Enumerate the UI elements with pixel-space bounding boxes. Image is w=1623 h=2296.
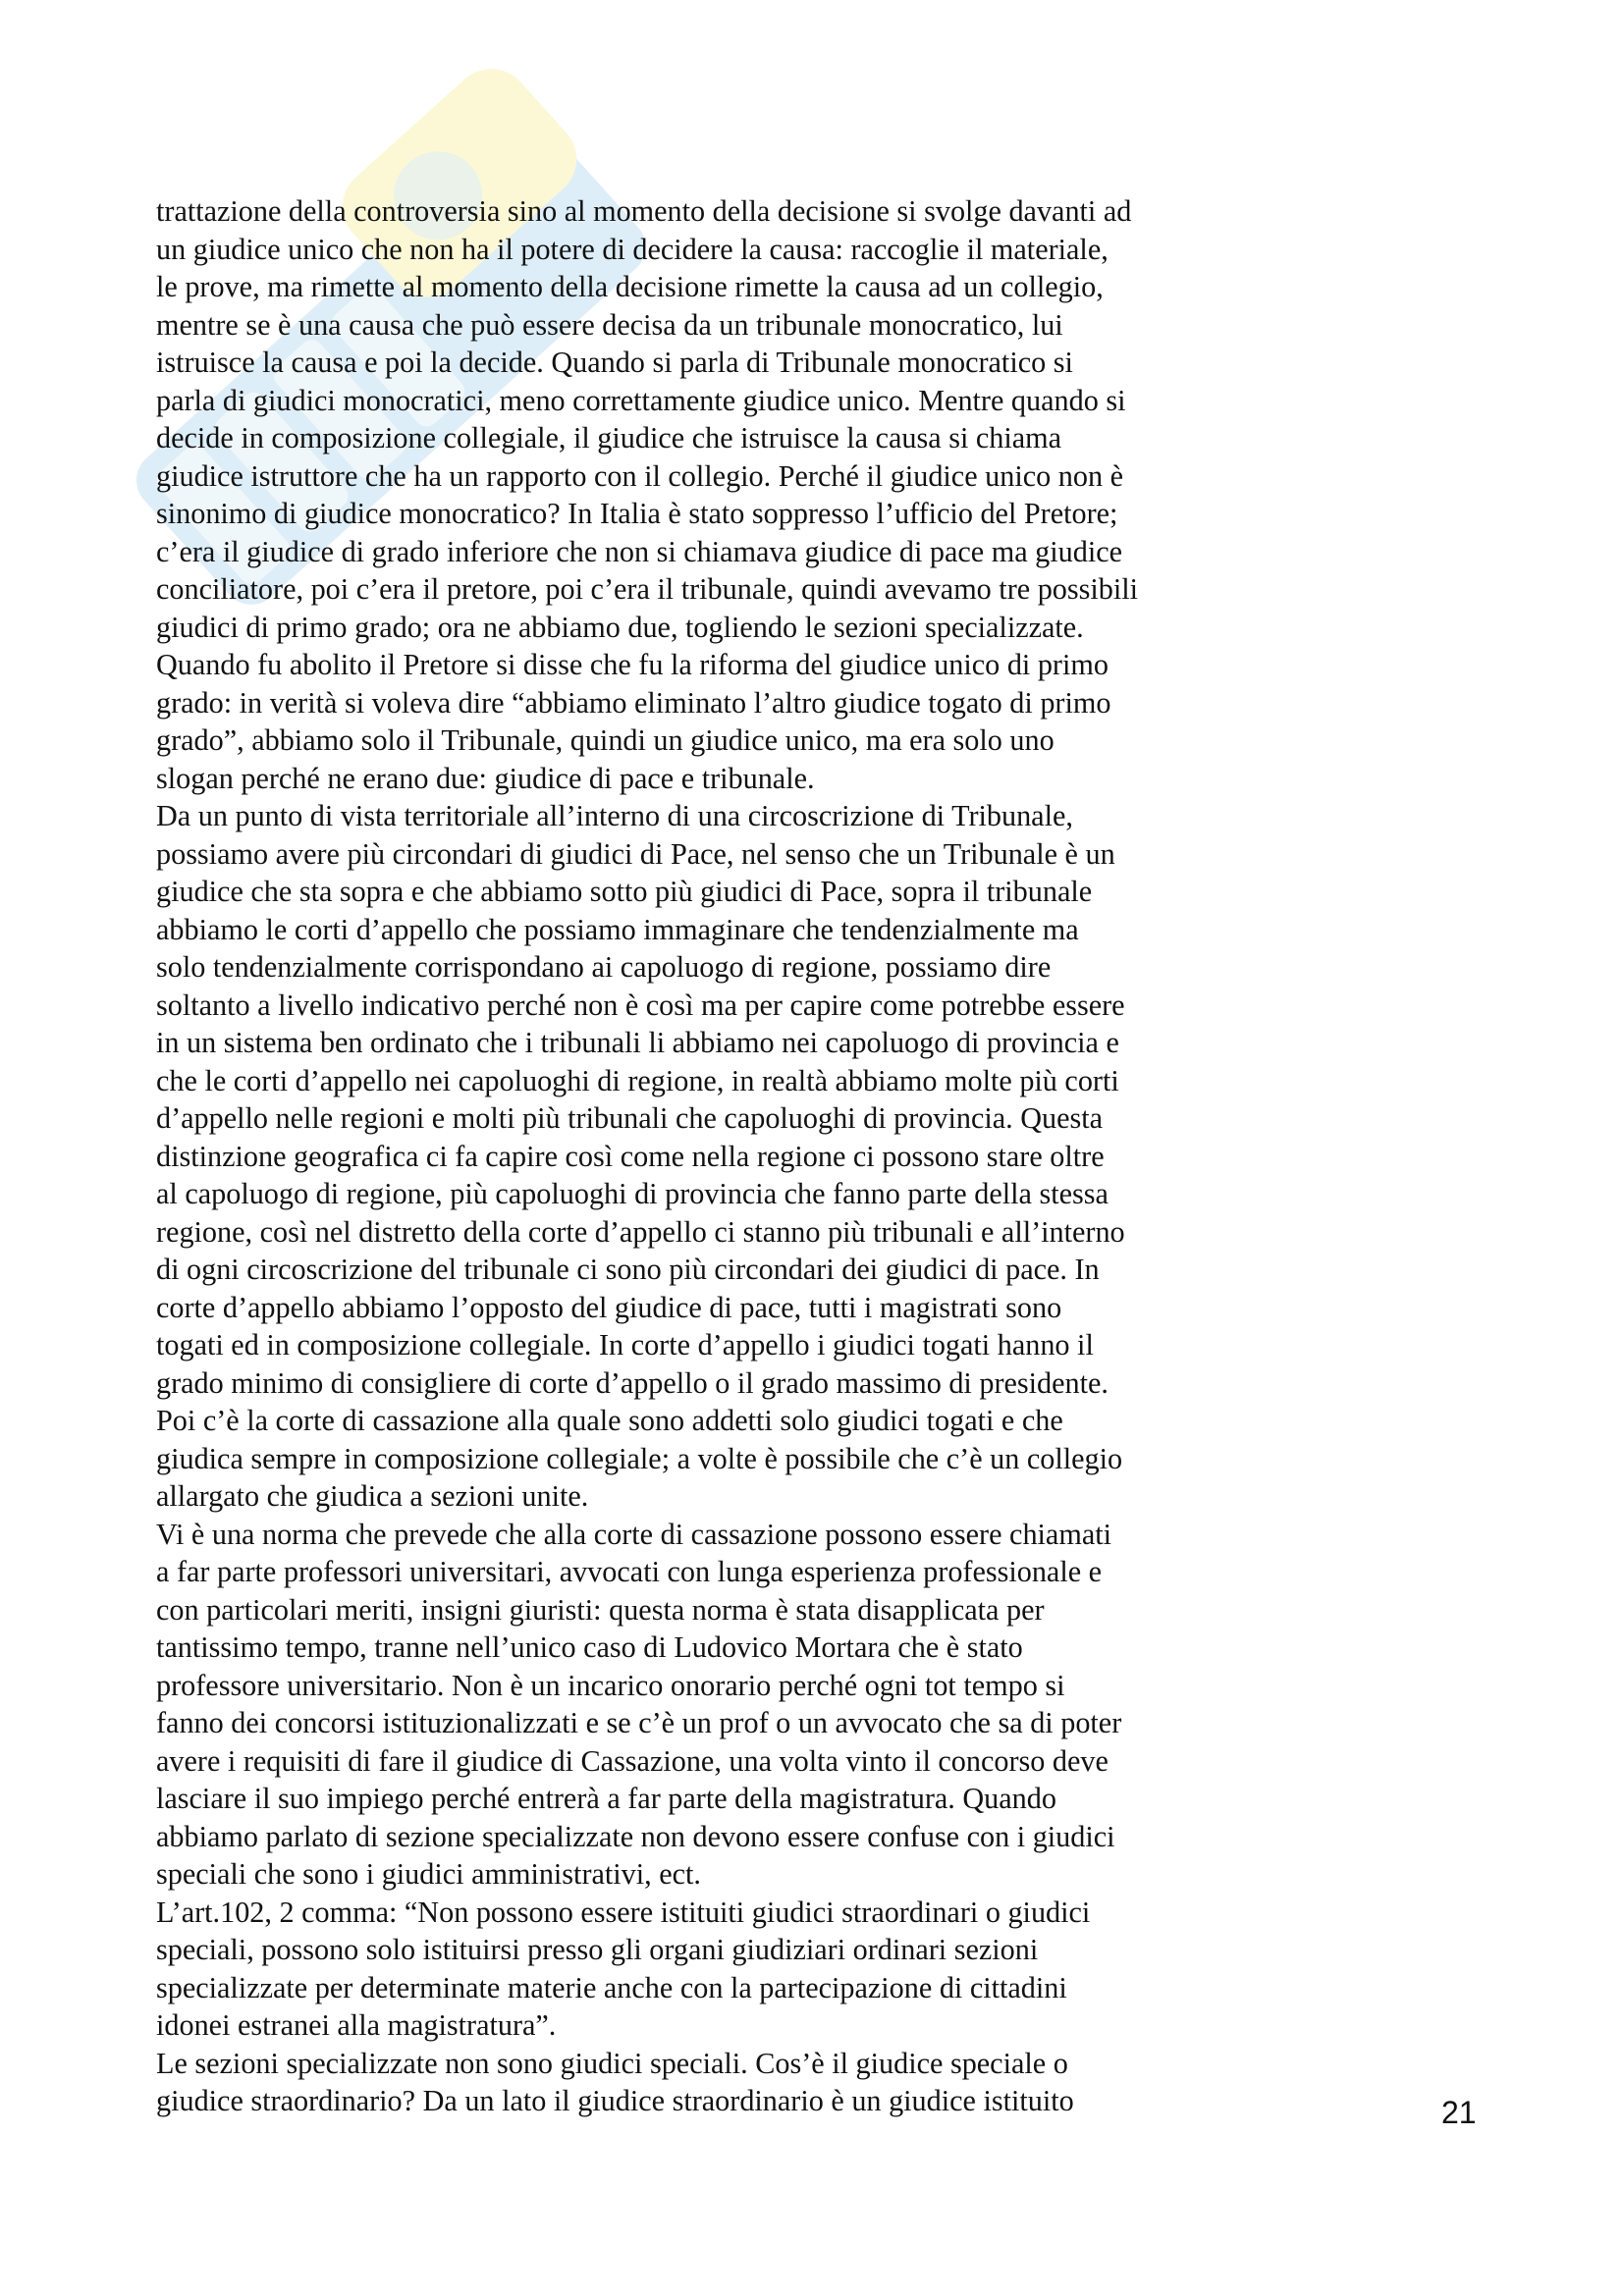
text-line: tantissimo tempo, tranne nell’unico caso di Ludovico Mortara che è stato: [156, 1630, 1023, 1664]
text-line: abbiamo le corti d’appello che possiamo immaginare che tendenzialmente ma: [156, 912, 1079, 946]
text-line: in un sistema ben ordinato che i tribunali li abbiamo nei capoluogo di provincia e: [156, 1026, 1119, 1059]
text-line: specializzate per determinate materie anche con la partecipazione di cittadini: [156, 1970, 1067, 2004]
page-number: 21: [1441, 2095, 1477, 2130]
text-line: corte d’appello abbiamo l’opposto del giudice di pace, tutti i magistrati sono: [156, 1290, 1062, 1324]
text-line: d’appello nelle regioni e molti più tribunali che capoluoghi di provincia. Questa: [156, 1101, 1104, 1135]
text-line: soltanto a livello indicativo perché non è così ma per capire come potrebbe essere: [156, 988, 1125, 1022]
text-line: c’era il giudice di grado inferiore che non si chiamava giudice di pace ma giudice: [156, 534, 1123, 568]
text-line: che le corti d’appello nei capoluoghi di regione, in realtà abbiamo molte più corti: [156, 1063, 1119, 1097]
text-line: giudice che sta sopra e che abbiamo sotto più giudici di Pace, sopra il tribunale: [156, 875, 1093, 908]
text-line: togati ed in composizione collegiale. In corte d’appello i giudici togati hanno il: [156, 1328, 1094, 1362]
text-line: grado minimo di consigliere di corte d’appello o il grado massimo di presidente.: [156, 1365, 1109, 1400]
text-line: distinzione geografica ci fa capire così come nella regione ci possono stare oltre: [156, 1139, 1105, 1173]
text-line: le prove, ma rimette al momento della decisione rimette la causa ad un collegio,: [156, 270, 1104, 303]
text-line: speciali che sono i giudici amministrativi, ect.: [156, 1857, 701, 1891]
text-line: Le sezioni specializzate non sono giudici speciali. Cos’è il giudice speciale o: [156, 2046, 1068, 2080]
text-line: avere i requisiti di fare il giudice di Cassazione, una volta vinto il concorso deve: [156, 1743, 1109, 1778]
text-line: con particolari meriti, insigni giuristi: questa norma è stata disapplicata per: [156, 1592, 1045, 1627]
text-line: decide in composizione collegiale, il giudice che istruisce la causa si chiama: [156, 421, 1062, 454]
text-line: trattazione della controversia sino al momento della decisione si svolge davanti ad: [156, 194, 1132, 228]
text-line: regione, così nel distretto della corte d’appello ci stanno più tribunali e all’interno: [156, 1214, 1125, 1249]
text-line: Vi è una norma che prevede che alla corte di cassazione possono essere chiamati: [156, 1517, 1111, 1551]
text-line: abbiamo parlato di sezione specializzate non devono essere confuse con i giudici: [156, 1819, 1115, 1853]
text-line: speciali, possono solo istituirsi presso gli organi giudiziari ordinari sezioni: [156, 1933, 1039, 1966]
text-line: L’art.102, 2 comma: “Non possono essere istituiti giudici straordinari o giudici: [156, 1895, 1091, 1929]
text-line: mentre se è una causa che può essere decisa da un tribunale monocratico, lui: [156, 307, 1063, 342]
text-line: grado: in verità si voleva dire “abbiamo eliminato l’altro giudice togato di primo: [156, 685, 1111, 720]
text-line: di ogni circoscrizione del tribunale ci sono più circondari dei giudici di pace. In: [156, 1253, 1100, 1286]
text-line: giudice straordinario? Da un lato il giudice straordinario è un giudice istituito: [156, 2084, 1074, 2117]
text-line: Poi c’è la corte di cassazione alla quale sono addetti solo giudici togati e che: [156, 1404, 1063, 1437]
text-line: istruisce la causa e poi la decide. Quando si parla di Tribunale monocratico si: [156, 346, 1073, 379]
text-line: allargato che giudica a sezioni unite.: [156, 1479, 589, 1513]
text-line: possiamo avere più circondari di giudici di Pace, nel senso che un Tribunale è un: [156, 836, 1115, 871]
text-line: sinonimo di giudice monocratico? In Italia è stato soppresso l’ufficio del Pretore;: [156, 497, 1118, 530]
text-line: idonei estranei alla magistratura”.: [156, 2008, 557, 2042]
text-line: Da un punto di vista territoriale all’interno di una circoscrizione di Tribunale,: [156, 799, 1073, 832]
text-line: parla di giudici monocratici, meno correttamente giudice unico. Mentre quando si: [156, 383, 1126, 417]
text-line: a far parte professori universitari, avvocati con lunga esperienza professionale e: [156, 1555, 1103, 1588]
text-line: al capoluogo di regione, più capoluoghi di provincia che fanno parte della stessa: [156, 1177, 1109, 1210]
text-line: lasciare il suo impiego perché entrerà a far parte della magistratura. Quando: [156, 1782, 1056, 1815]
text-line: giudice istruttore che ha un rapporto con il collegio. Perché il giudice unico non è: [156, 458, 1123, 493]
text-line: giudica sempre in composizione collegiale; a volte è possibile che c’è un collegio: [156, 1441, 1123, 1475]
text-line: fanno dei concorsi istituzionalizzati e se c’è un prof o un avvocato che sa di poter: [156, 1706, 1122, 1739]
text-line: conciliatore, poi c’era il pretore, poi c’era il tribunale, quindi avevamo tre possibili: [156, 572, 1139, 606]
body-text: [156, 192, 1266, 2120]
text-line: giudici di primo grado; ora ne abbiamo due, togliendo le sezioni specializzate.: [156, 610, 1084, 644]
text-line: un giudice unico che non ha il potere di decidere la causa: raccoglie il materiale,: [156, 232, 1109, 266]
text-line: slogan perché ne erano due: giudice di pace e tribunale.: [156, 761, 815, 795]
text-line: Quando fu abolito il Pretore si disse che fu la riforma del giudice unico di primo: [156, 648, 1109, 681]
text-line: professore universitario. Non è un incarico onorario perché ogni tot tempo si: [156, 1668, 1065, 1702]
text-line: solo tendenzialmente corrispondano ai capoluogo di regione, possiamo dire: [156, 950, 1052, 984]
text-line: grado”, abbiamo solo il Tribunale, quindi un giudice unico, ma era solo uno: [156, 723, 1055, 757]
